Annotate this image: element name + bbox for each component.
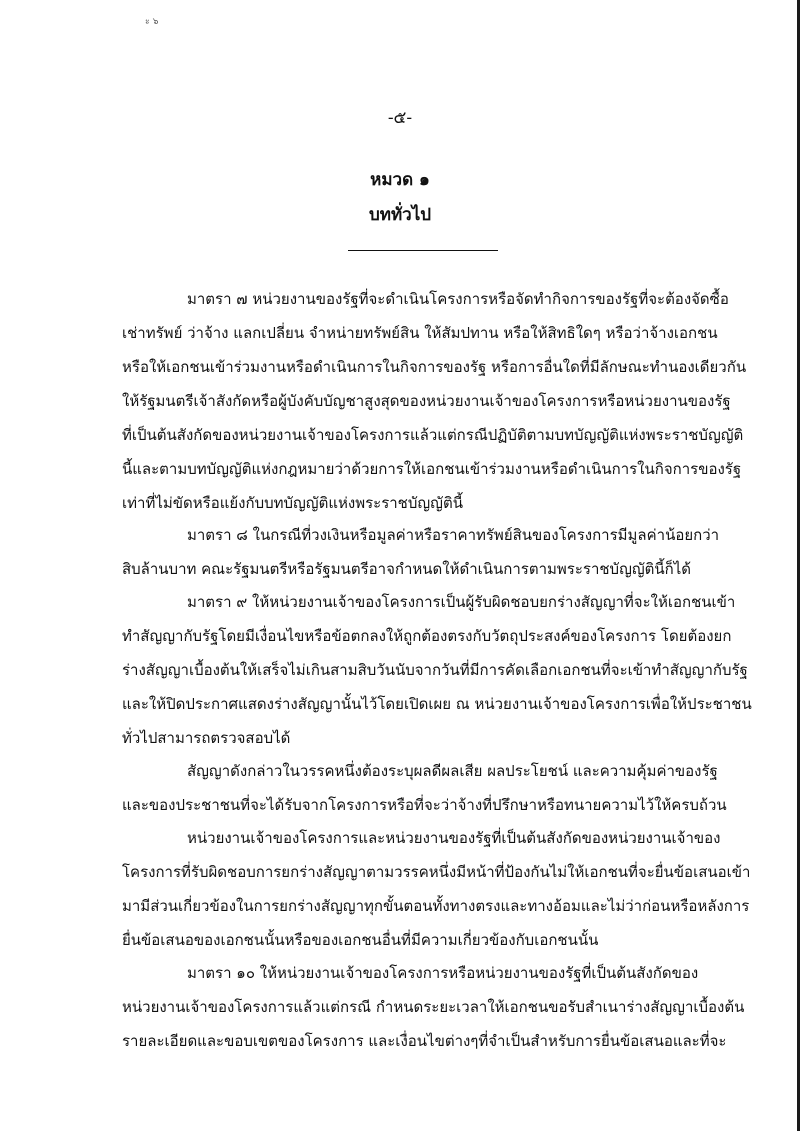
text-line: และของประชาชนที่จะได้รับจากโครงการหรือที่จะว่าจ้างที่ปรึกษาหรือทนายความไว้ให้ครบถ้วน (122, 796, 727, 814)
text-line: นี้และตามบทบัญญัติแห่งกฎหมายว่าด้วยการให้เอกชนเข้าร่วมงานหรือดำเนินการในกิจการของรัฐ (122, 460, 742, 478)
text-line: มาตรา ๘ ในกรณีที่วงเงินหรือมูลค่าหรือราคาทรัพย์สินของโครงการมีมูลค่าน้อยกว่า (187, 526, 720, 544)
text-line: และให้ปิดประกาศแสดงร่างสัญญานั้นไว้โดยเปิดเผย ณ หน่วยงานเจ้าของโครงการเพื่อให้ประชาชน (122, 695, 752, 713)
page-number: -๕- (387, 108, 413, 128)
text-line: โครงการที่รับผิดชอบการยกร่างสัญญาตามวรรคหนึ่งมีหน้าที่ป้องกันไม่ให้เอกชนที่จะยื่นข้อเสนอเข้า (122, 863, 751, 881)
text-line: ร่างสัญญาเบื้องต้นให้เสร็จไม่เกินสามสิบวันนับจากวันที่มีการคัดเลือกเอกชนที่จะเข้าทำสัญญากับรัฐ (122, 661, 748, 679)
text-line: หน่วยงานเจ้าของโครงการแล้วแต่กรณี กำหนดระยะเวลาให้เอกชนขอรับสำเนาร่างสัญญาเบื้องต้น (122, 998, 745, 1016)
text-line: หรือให้เอกชนเข้าร่วมงานหรือดำเนินการในกิจการของรัฐ หรือการอื่นใดที่มีลักษณะทำนองเดียวกัน (122, 358, 747, 376)
text-line: ทั่วไปสามารถตรวจสอบได้ (122, 729, 291, 747)
text-line: รายละเอียดและขอบเขตของโครงการ และเงื่อนไขต่างๆที่จำเป็นสำหรับการยื่นข้อเสนอและที่จะ (122, 1032, 727, 1050)
text-line: ที่เป็นต้นสังกัดของหน่วยงานเจ้าของโครงการแล้วแต่กรณีปฏิบัติตามบทบัญญัติแห่งพระราชบัญญัติ (122, 426, 744, 444)
text-line: หน่วยงานเจ้าของโครงการและหน่วยงานของรัฐที่เป็นต้นสังกัดของหน่วยงานเจ้าของ (187, 829, 721, 847)
chapter-title: บททั่วไป (368, 205, 432, 225)
heading-divider (348, 250, 498, 251)
text-line: ทำสัญญากับรัฐโดยมีเงื่อนไขหรือข้อตกลงให้ถูกต้องตรงกับวัตถุประสงค์ของโครงการ โดยต้องยก (122, 627, 732, 645)
text-line: สิบล้านบาท คณะรัฐมนตรีหรือรัฐมนตรีอาจกำหนดให้ดำเนินการตามพระราชบัญญัตินี้ก็ได้ (122, 560, 691, 578)
text-line: มาตรา ๑๐ ให้หน่วยงานเจ้าของโครงการหรือหน่วยงานของรัฐที่เป็นต้นสังกัดของ (187, 964, 699, 982)
text-line: เท่าที่ไม่ขัดหรือแย้งกับบทบัญญัติแห่งพระราชบัญญัตินี้ (122, 494, 463, 512)
text-line: มามีส่วนเกี่ยวข้องในการยกร่างสัญญาทุกขั้นตอนทั้งทางตรงและทางอ้อมและไม่ว่าก่อนหรือหลังการ (122, 897, 750, 915)
text-line: มาตรา ๙ ให้หน่วยงานเจ้าของโครงการเป็นผู้รับผิดชอบยกร่างสัญญาที่จะให้เอกชนเข้า (187, 593, 736, 611)
text-line: ให้รัฐมนตรีเจ้าสังกัดหรือผู้บังคับบัญชาสูงสุดของหน่วยงานเจ้าของโครงการหรือหน่วยงานของรัฐ (122, 392, 731, 410)
text-line: เช่าทรัพย์ ว่าจ้าง แลกเปลี่ยน จำหน่ายทรัพย์สิน ให้สัมปทาน หรือให้สิทธิใดๆ หรือว่าจ้างเอกชน (122, 324, 718, 342)
scan-corner-mark: ะ ๖ (145, 17, 159, 27)
text-line: สัญญาดังกล่าวในวรรคหนึ่งต้องระบุผลดีผลเสีย ผลประโยชน์ และความคุ้มค่าของรัฐ (187, 762, 718, 780)
text-line: ยื่นข้อเสนอของเอกชนนั้นหรือของเอกชนอื่นที่มีความเกี่ยวข้องกับเอกชนนั้น (122, 931, 599, 949)
text-line: มาตรา ๗ หน่วยงานของรัฐที่จะดำเนินโครงการหรือจัดทำกิจการของรัฐที่จะต้องจัดซื้อ (187, 290, 729, 308)
chapter-heading: หมวด ๑ (370, 170, 430, 190)
